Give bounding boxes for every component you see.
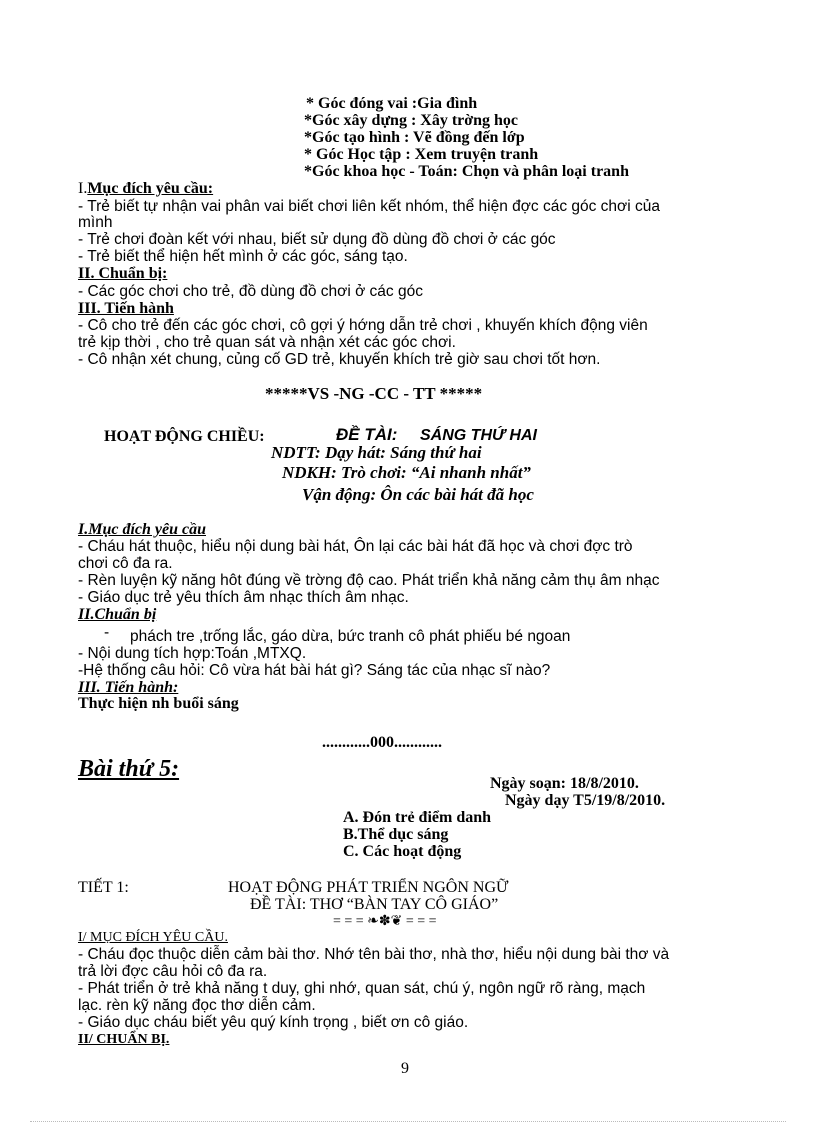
- van-dong: Vận động: Ôn các bài hát đã học: [302, 485, 534, 504]
- paragraph: mình: [78, 214, 113, 231]
- lesson-item: A. Đón trẻ điểm danh: [343, 809, 492, 826]
- heading-prefix: I.: [78, 180, 88, 197]
- lesson-title: Bài thứ 5:: [78, 756, 180, 782]
- paragraph: - Trẻ biết thể hiện hết mình ở các góc, sáng tạo.: [78, 248, 408, 265]
- paragraph: - Nội dung tích hợp:Toán ,MTXQ.: [78, 645, 307, 662]
- page-number: 9: [401, 1060, 409, 1077]
- lesson-item: B.Thể dục sáng: [343, 826, 449, 843]
- afternoon-topic-prefix: ĐỀ TÀI:: [336, 425, 398, 444]
- ndkh: NDKH: Trò chơi: “Ai nhanh nhất”: [282, 463, 531, 482]
- section-break: *****VS -NG -CC - TT *****: [265, 384, 483, 403]
- paragraph: - Cháu đọc thuộc diễn cảm bài thơ. Nhớ tên bài thơ, nhà thơ, hiểu nội dung bài thơ và: [78, 946, 670, 963]
- page-border: [30, 1121, 786, 1122]
- paragraph: - Cô nhận xét chung, củng cố GD trẻ, khuyến khích trẻ giờ sau chơi tốt hơn.: [78, 351, 601, 368]
- heading-purpose: [78, 180, 213, 197]
- tiet-title: HOẠT ĐỘNG PHÁT TRIỂN NGÔN NGỮ: [228, 879, 509, 896]
- paragraph: - Trẻ chơi đoàn kết với nhau, biết sử dụng đồ dùng đồ chơi ở các góc: [78, 231, 556, 248]
- ornament: = = = ❧✽❦ = = =: [333, 914, 437, 929]
- corner-art: *Góc tạo hình : Vẽ đồng đến lớp: [304, 129, 525, 146]
- corner-role-play: * Góc đóng vai :Gia đình: [306, 95, 478, 112]
- paragraph: - Các góc chơi cho trẻ, đồ dùng đồ chơi ở các góc: [78, 283, 423, 300]
- paragraph: - Rèn luyện kỹ năng hôt đúng về trờng độ cao. Phát triển khả năng cảm thụ âm nhạc: [78, 572, 660, 589]
- paragraph: - Phát triển ở trẻ khả năng t duy, ghi nhớ, quan sát, chú ý, ngôn ngữ rõ ràng, mạch: [78, 980, 646, 997]
- afternoon-label: HOẠT ĐỘNG CHIỀU:: [104, 428, 265, 445]
- paragraph: - Cô cho trẻ đến các góc chơi, cô gợi ý hớng dẫn trẻ chơi , khuyến khích động viên: [78, 317, 648, 334]
- paragraph: -Hệ thống câu hỏi: Cô vừa hát bài hát gì? Sáng tác của nhạc sĩ nào?: [78, 662, 551, 679]
- paragraph: - Giáo dục trẻ yêu thích âm nhạc thích âm nhạc.: [78, 589, 409, 606]
- heading-text: Mục đích yêu cầu:: [87, 180, 214, 197]
- corner-construction: *Góc xây dựng : Xây trờng học: [304, 112, 519, 129]
- tiet-label: TIẾT 1:: [78, 879, 129, 896]
- ndtt: NDTT: Dạy hát: Sáng thứ hai: [271, 443, 482, 462]
- lesson-item: C. Các hoạt động: [343, 843, 462, 860]
- paragraph: - Cháu hát thuộc, hiểu nội dung bài hát, Ôn lại các bài hát đã học và chơi đợc trò: [78, 538, 633, 555]
- tiet-topic: ĐỀ TÀI: THƠ “BÀN TAY CÔ GIÁO”: [250, 896, 499, 913]
- afternoon-topic: SÁNG THỨ HAI: [420, 427, 537, 444]
- paragraph: chơi cô đa ra.: [78, 555, 173, 572]
- paragraph: phách tre ,trống lắc, gáo dừa, bức tranh cô phát phiếu bé ngoan: [130, 628, 571, 645]
- heading-preparation-2: II.Chuẩn bị: [78, 606, 157, 623]
- date-prepared: Ngày soạn: 18/8/2010.: [490, 775, 639, 792]
- heading-procedure: III. Tiến hành: [78, 300, 174, 317]
- paragraph: trả lời đợc câu hỏi cô đa ra.: [78, 963, 268, 980]
- heading-purpose-3: I/ MỤC ĐÍCH YÊU CẦU.: [78, 930, 228, 945]
- paragraph: - Trẻ biết tự nhận vai phân vai biết chơi liên kết nhóm, thể hiện đợc các góc chơi của: [78, 198, 660, 215]
- heading-purpose-2: I.Mục đích yêu cầu: [78, 521, 206, 538]
- paragraph: Thực hiện nh buổi sáng: [78, 695, 239, 712]
- paragraph: trẻ kịp thời , cho trẻ quan sát và nhận xét các góc chơi.: [78, 334, 456, 351]
- heading-procedure-2: III. Tiến hành:: [78, 679, 179, 696]
- corner-study: * Góc Học tập : Xem truyện tranh: [304, 146, 539, 163]
- paragraph: lạc. rèn kỹ năng đọc thơ diễn cảm.: [78, 997, 316, 1014]
- corner-science: *Góc khoa học - Toán: Chọn và phân loại tranh: [304, 163, 629, 180]
- date-taught: Ngày dạy T5/19/8/2010.: [505, 792, 666, 809]
- heading-preparation-3: II/ CHUẨN BỊ.: [78, 1032, 170, 1047]
- separator: ............000............: [322, 734, 442, 751]
- bullet: -: [104, 624, 110, 641]
- heading-preparation: II. Chuẩn bị:: [78, 265, 168, 282]
- paragraph: - Giáo dục cháu biết yêu quý kính trọng , biết ơn cô giáo.: [78, 1014, 469, 1031]
